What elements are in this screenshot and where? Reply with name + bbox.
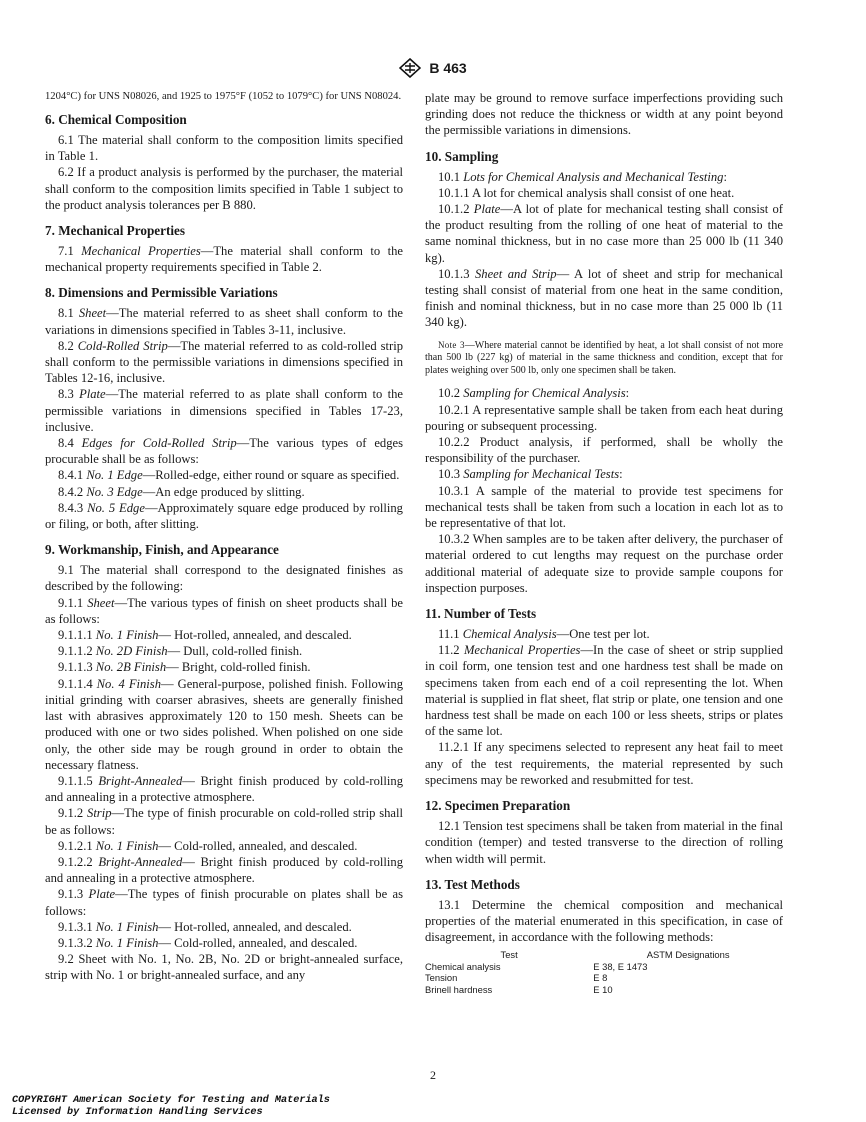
paragraph-11-1: 11.1 Chemical Analysis—One test per lot. bbox=[438, 627, 650, 642]
paragraph-10-2-1: 10.2.1 A representative sample shall be taken from each heat during pouring or subsequent processing. bbox=[425, 402, 783, 433]
paragraph-10-2: 10.2 Sampling for Chemical Analysis: bbox=[438, 386, 630, 401]
table-row bbox=[425, 961, 783, 973]
paragraph-13-1: 13.1 Determine the chemical composition and mechanical properties of the material enumerated in this specification, in case of disagreement, in accordance with the following methods: bbox=[425, 897, 783, 945]
paragraph-10-3: 10.3 Sampling for Mechanical Tests: bbox=[438, 467, 623, 482]
table-cell-designation: E 10 bbox=[593, 983, 613, 995]
footer-line-2: Licensed by Information Handling Services bbox=[12, 1106, 263, 1118]
section-6-heading: 6. Chemical Composition bbox=[45, 112, 187, 127]
left-column bbox=[45, 90, 403, 984]
paragraph-9-1-1-3: 9.1.1.3 No. 2B Finish— Bright, cold-rolled finish. bbox=[58, 660, 311, 675]
paragraph-11-2: 11.2 Mechanical Properties—In the case of sheet or strip supplied in coil form, one tension test and one hardness test shall be made on specimens taken from each end of a coil representing the lot. When material is supplied in flat sheet, flat strip or plate, one tension and one hardness test shall be made on each 100 or less sheets, strips or plates of the same lot. bbox=[425, 643, 783, 739]
page-header bbox=[0, 58, 866, 78]
section-13-heading: 13. Test Methods bbox=[425, 876, 520, 892]
paragraph-10-1: 10.1 Lots for Chemical Analysis and Mechanical Testing: bbox=[438, 169, 727, 184]
paragraph-8-4-3: 8.4.3 No. 5 Edge—Approximately square edge produced by rolling or filing, or both, after slitting. bbox=[45, 500, 403, 532]
paragraph-11-2-1: 11.2.1 If any specimens selected to represent any heat fail to meet any of the test requirements, the material represented by such specimens may be reworked and resubmitted for test. bbox=[425, 740, 783, 787]
paragraph-10-1-3: 10.1.3 Sheet and Strip— A lot of sheet and strip for mechanical testing shall consist of material from one heat in the same condition, finish and nominal thickness, but in no case more than 25 000 lb (11 340 kg). bbox=[425, 266, 783, 330]
continued-text-right: plate may be ground to remove surface imperfections providing such grinding does not reduce the thickness or width at any point beyond the permissible variations in dimensions. bbox=[425, 91, 783, 138]
paragraph-8-4: 8.4 Edges for Cold-Rolled Strip—The various types of edges procurable shall be as follows: bbox=[45, 436, 403, 467]
note-3: Note 3—Where material cannot be identified by heat, a lot shall consist of not more than 500 lb (227 kg) of material in the same thickness and condition, except that for plates weighing over 500 lb, only one specimen shall be taken. bbox=[425, 339, 784, 376]
paragraph-9-2: 9.2 Sheet with No. 1, No. 2B, No. 2D or bright-annealed surface, strip with No. 1 or bright-annealed surface, and any bbox=[45, 952, 403, 983]
table-cell-test: Tension bbox=[425, 972, 458, 984]
right-column bbox=[425, 90, 783, 995]
paragraph-9-1-3-1: 9.1.3.1 No. 1 Finish— Hot-rolled, annealed, and descaled. bbox=[58, 919, 352, 934]
paragraph-9-1-3: 9.1.3 Plate—The types of finish procurable on plates shall be as follows: bbox=[45, 887, 403, 918]
table-cell-designation: E 38, E 1473 bbox=[593, 960, 648, 972]
paragraph-7-1: 7.1 Mechanical Properties—The material shall conform to the mechanical property requirements specified in Table 2. bbox=[45, 244, 403, 275]
paragraph-9-1-1-2: 9.1.1.2 No. 2D Finish— Dull, cold-rolled finish. bbox=[58, 644, 303, 659]
test-methods-table bbox=[425, 949, 783, 995]
paragraph-9-1-3-2: 9.1.3.2 No. 1 Finish— Cold-rolled, annealed, and descaled. bbox=[58, 935, 358, 950]
table-row bbox=[425, 984, 783, 996]
paragraph-6-1: 6.1 The material shall conform to the composition limits specified in Table 1. bbox=[45, 133, 403, 164]
table-cell-designation: E 8 bbox=[593, 972, 608, 984]
paragraph-12-1: 12.1 Tension test specimens shall be taken from material in the final condition (temper) and tested transverse to the direction of rolling when width will permit. bbox=[425, 819, 783, 866]
paragraph-8-4-2: 8.4.2 No. 3 Edge—An edge produced by slitting. bbox=[58, 484, 305, 499]
paragraph-9-1-1: 9.1.1 Sheet—The various types of finish on sheet products shall be as follows: bbox=[45, 595, 403, 626]
footer-line-1: COPYRIGHT American Society for Testing and Materials bbox=[12, 1095, 330, 1106]
paragraph-8-4-1: 8.4.1 No. 1 Edge—Rolled-edge, either round or square as specified. bbox=[58, 468, 400, 483]
paragraph-9-1-1-5: 9.1.1.5 Bright-Annealed— Bright finish produced by cold-rolling and annealing in a protective atmosphere. bbox=[45, 773, 403, 805]
paragraph-10-3-1: 10.3.1 A sample of the material to provide test specimens for mechanical tests shall be taken from such a location in each lot as to be representative of that lot. bbox=[425, 483, 783, 531]
paragraph-10-1-2: 10.1.2 Plate—A lot of plate for mechanical testing shall consist of the product resulting from the rolling of one heat of material to the same nominal thickness, but in no case more than 25 000 lb (11 340 kg). bbox=[425, 202, 783, 265]
paragraph-6-2: 6.2 If a product analysis is performed by the purchaser, the material shall conform to the composition limits specified in Table 1 subject to the product analysis tolerances per B 880. bbox=[45, 165, 403, 212]
paragraph-9-1-1-4: 9.1.1.4 No. 4 Finish— General-purpose, polished finish. Following initial grinding with coarser abrasives, sheets are generally finished last with abrasives approximately 120 to 150 mesh. Sheets can be produced with one or two sides polished. When polished on one side only, the other side may be rough ground in order to obtain the necessary flatness. bbox=[45, 676, 403, 772]
paragraph-10-1-1: 10.1.1 A lot for chemical analysis shall consist of one heat. bbox=[438, 185, 735, 200]
section-8-heading: 8. Dimensions and Permissible Variations bbox=[45, 285, 278, 301]
paragraph-10-2-2: 10.2.2 Product analysis, if performed, shall be wholly the responsibility of the purchaser. bbox=[425, 435, 783, 466]
paragraph-9-1-1-1: 9.1.1.1 No. 1 Finish— Hot-rolled, annealed, and descaled. bbox=[58, 628, 352, 643]
paragraph-9-1-2-2: 9.1.2.2 Bright-Annealed— Bright finish produced by cold-rolling and annealing in a protective atmosphere. bbox=[45, 854, 403, 886]
paragraph-8-3: 8.3 Plate—The material referred to as plate shall conform to the permissible variations in dimensions specified in Tables 17-23, inclusive. bbox=[45, 387, 404, 434]
page-number: 2 bbox=[430, 1068, 436, 1082]
continued-text: 1204°C) for UNS N08026, and 1925 to 1975°F (1052 to 1079°C) for UNS N08024. bbox=[45, 91, 402, 102]
copyright-footer bbox=[12, 1095, 330, 1118]
astm-logo-icon bbox=[399, 58, 421, 78]
section-7-heading: 7. Mechanical Properties bbox=[45, 223, 186, 239]
table-header-designations: ASTM Designations bbox=[646, 949, 730, 961]
section-10-heading: 10. Sampling bbox=[425, 148, 499, 164]
section-11-heading: 11. Number of Tests bbox=[425, 606, 537, 622]
table-cell-test: Chemical analysis bbox=[425, 960, 501, 972]
table-cell-test: Brinell hardness bbox=[425, 983, 493, 995]
section-9-heading: 9. Workmanship, Finish, and Appearance bbox=[45, 542, 279, 558]
standard-designation: B 463 bbox=[429, 60, 467, 76]
paragraph-9-1-2: 9.1.2 Strip—The type of finish procurable on cold-rolled strip shall be as follows: bbox=[45, 806, 403, 837]
paragraph-9-1: 9.1 The material shall correspond to the designated finishes as described by the following: bbox=[45, 563, 403, 594]
section-12-heading: 12. Specimen Preparation bbox=[425, 798, 571, 814]
paragraph-10-3-2: 10.3.2 When samples are to be taken after delivery, the purchaser of material ordered to cut lengths may request on the purchase order additional material of adequate size to provide sample coupons for inspection purposes. bbox=[425, 532, 783, 595]
table-header-test: Test bbox=[500, 949, 518, 961]
paragraph-8-1: 8.1 Sheet—The material referred to as sheet shall conform to the variations in dimensions specified in Tables 3-11, inclusive. bbox=[45, 306, 403, 337]
paragraph-8-2: 8.2 Cold-Rolled Strip—The material referred to as cold-rolled strip shall conform to the permissible variations in dimensions specified in Tables 12-16, inclusive. bbox=[45, 338, 403, 386]
table-row bbox=[425, 972, 783, 984]
paragraph-9-1-2-1: 9.1.2.1 No. 1 Finish— Cold-rolled, annealed, and descaled. bbox=[58, 838, 358, 853]
